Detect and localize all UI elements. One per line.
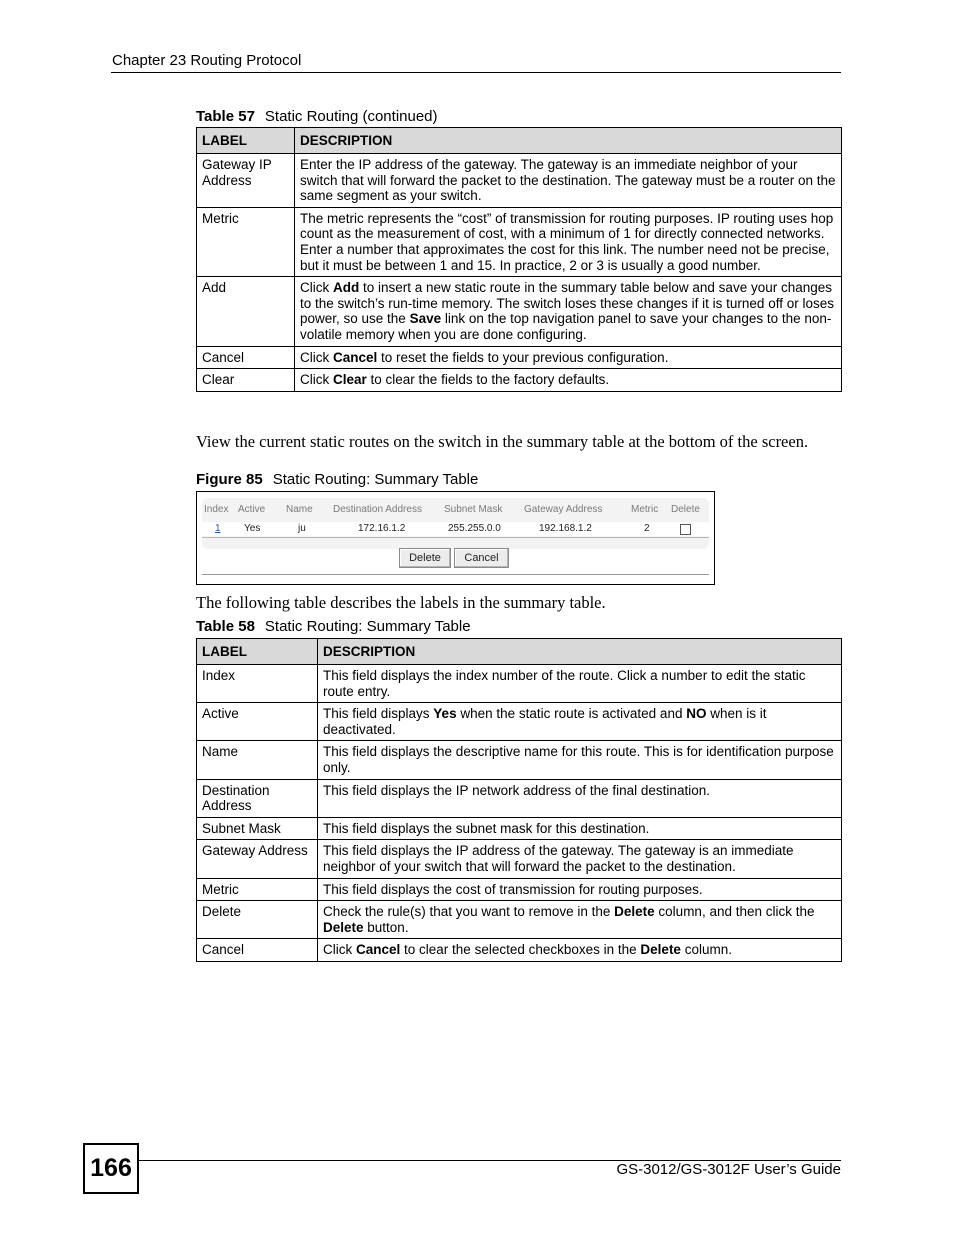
summary-table-row	[202, 522, 709, 536]
table-row	[197, 369, 842, 392]
route-delete-checkbox[interactable]	[680, 524, 691, 535]
row-label: Index	[197, 665, 318, 703]
row-label: Subnet Mask	[197, 817, 318, 840]
row-description	[295, 277, 842, 346]
row-label: Name	[197, 741, 318, 779]
table-row	[197, 779, 842, 817]
route-subnet: 255.255.0.0	[448, 523, 501, 534]
summary-table-separator	[202, 537, 709, 538]
description-bold-term: Add	[333, 280, 360, 296]
table58-col-label: LABEL	[197, 639, 318, 665]
table57-caption	[196, 108, 438, 125]
table57-col-description: DESCRIPTION	[295, 128, 842, 154]
table58	[196, 638, 842, 962]
description-text: column, and then click the	[654, 904, 815, 920]
row-description	[295, 207, 842, 276]
row-label: Cancel	[197, 346, 295, 369]
figure85-screenshot	[196, 491, 715, 585]
table-row	[197, 703, 842, 741]
table57	[196, 127, 842, 392]
col-gateway-header: Gateway Address	[524, 504, 603, 515]
description-text: to clear the fields to the factory defaults.	[366, 372, 610, 388]
figure-bottom-rule	[202, 574, 709, 575]
cancel-button[interactable]: Cancel	[454, 548, 509, 568]
summary-paragraph: The following table describes the labels in the summary table.	[196, 593, 606, 612]
col-index-header: Index	[204, 504, 229, 515]
row-label: Destination Address	[197, 779, 318, 817]
table-row	[197, 665, 842, 703]
row-description	[318, 665, 842, 703]
table-row	[197, 154, 842, 208]
table58-caption-title: Static Routing: Summary Table	[264, 618, 471, 635]
col-delete-header: Delete	[671, 504, 700, 515]
header-rule	[111, 72, 841, 73]
chapter-header: Chapter 23 Routing Protocol	[112, 52, 302, 69]
row-description	[318, 840, 842, 878]
table-row	[197, 901, 842, 939]
description-text: This field displays the index number of the route. Click a number to edit the static route entry.	[323, 668, 806, 699]
table57-caption-title: Static Routing (continued)	[264, 108, 438, 125]
description-bold-term: Delete	[323, 919, 364, 935]
summary-table-panel	[202, 498, 709, 549]
route-active: Yes	[244, 523, 261, 534]
row-description	[318, 741, 842, 779]
description-text: when the static route is activated and	[456, 706, 687, 722]
row-description	[318, 901, 842, 939]
route-metric: 2	[644, 523, 650, 534]
description-text: This field displays the IP network address of the final destination.	[323, 782, 710, 798]
description-text: This field displays the subnet mask for this destination.	[323, 820, 650, 836]
figure85-caption-label: Figure 85	[196, 471, 263, 488]
table-row	[197, 741, 842, 779]
description-text: Click	[300, 349, 333, 365]
row-label: Cancel	[197, 939, 318, 962]
col-active-header: Active	[238, 504, 266, 515]
table-row	[197, 346, 842, 369]
description-text: The metric represents the “cost” of transmission for routing purposes. IP routing uses hop count as the measurement of cost, with a minimum of 1 for directly connected networks. Enter a number that approximates the cost for this link. The number need not be precise, but it must be between 1 and 15. In practice, 2 or 3 is usually a good number.	[300, 210, 834, 273]
row-label: Add	[197, 277, 295, 346]
col-subnet-header: Subnet Mask	[444, 504, 503, 515]
row-description	[318, 703, 842, 741]
description-text: Click	[300, 372, 333, 388]
intro-paragraph: View the current static routes on the switch in the summary table at the bottom of the screen.	[196, 432, 809, 451]
description-text: to clear the selected checkboxes in the	[400, 942, 641, 958]
row-label: Delete	[197, 901, 318, 939]
description-text: This field displays the cost of transmission for routing purposes.	[323, 881, 703, 897]
row-label: Metric	[197, 878, 318, 901]
route-destination: 172.16.1.2	[358, 523, 406, 534]
row-description	[318, 817, 842, 840]
row-description	[295, 154, 842, 208]
description-text: column.	[680, 942, 732, 958]
figure85-caption-title: Static Routing: Summary Table	[272, 471, 479, 488]
description-text: to reset the fields to your previous configuration.	[377, 349, 669, 365]
figure85-caption	[196, 471, 478, 488]
description-text: Click	[323, 942, 356, 958]
row-description	[295, 369, 842, 392]
row-description	[318, 939, 842, 962]
table58-caption-label: Table 58	[196, 618, 255, 635]
description-text: Enter the IP address of the gateway. The gateway is an immediate neighbor of your switch that will forward the packet to the destination. The gateway must be a router on the same segment as your switch.	[300, 157, 836, 204]
delete-button[interactable]: Delete	[399, 548, 451, 568]
table58-col-description: DESCRIPTION	[318, 639, 842, 665]
table-row	[197, 277, 842, 346]
row-label: Metric	[197, 207, 295, 276]
table58-caption	[196, 618, 471, 635]
description-text: This field displays the descriptive name for this route. This is for identification purpose only.	[323, 744, 834, 775]
col-destination-header: Destination Address	[333, 504, 422, 515]
description-bold-term: Delete	[614, 904, 655, 920]
table57-body	[197, 154, 842, 392]
row-description	[318, 878, 842, 901]
route-name: ju	[298, 523, 306, 534]
summary-table-header-row	[202, 498, 709, 520]
row-label: Active	[197, 703, 318, 741]
description-text: button.	[363, 919, 409, 935]
table-row	[197, 817, 842, 840]
table58-header-row	[197, 639, 842, 665]
description-bold-term: Cancel	[356, 942, 401, 958]
table-row	[197, 939, 842, 962]
table-row	[197, 207, 842, 276]
description-bold-term: Delete	[640, 942, 681, 958]
route-index-link[interactable]: 1	[215, 523, 221, 534]
description-text: link on the top navigation panel to save your changes to the non-volatile memory when you are done configuring.	[300, 311, 832, 342]
table-row	[197, 840, 842, 878]
description-text: to insert a new static route in the summary table below and save your changes to the switch’s run-time memory. The switch loses these changes if it is turned off or loses power, so use the	[300, 280, 834, 327]
row-label: Gateway IP Address	[197, 154, 295, 208]
route-gateway: 192.168.1.2	[539, 523, 592, 534]
row-description	[295, 346, 842, 369]
col-name-header: Name	[286, 504, 313, 515]
row-description	[318, 779, 842, 817]
description-bold-term: Clear	[333, 372, 367, 388]
page-number: 166	[83, 1143, 139, 1194]
col-metric-header: Metric	[631, 504, 659, 515]
row-label: Clear	[197, 369, 295, 392]
table57-caption-label: Table 57	[196, 108, 255, 125]
table57-header-row	[197, 128, 842, 154]
guide-title: GS-3012/GS-3012F User’s Guide	[616, 1161, 841, 1178]
description-bold-term: Yes	[433, 706, 457, 722]
description-text: when is it deactivated.	[323, 706, 767, 737]
description-text: Click	[300, 280, 333, 296]
description-bold-term: Save	[409, 311, 442, 327]
table57-col-label: LABEL	[197, 128, 295, 154]
description-text: This field displays	[323, 706, 434, 722]
table-row	[197, 878, 842, 901]
description-bold-term: NO	[686, 706, 707, 722]
description-bold-term: Cancel	[333, 349, 378, 365]
table58-body	[197, 665, 842, 962]
description-text: This field displays the IP address of the gateway. The gateway is an immediate neighbor of your switch that will forward the packet to the destination.	[323, 843, 794, 874]
row-label: Gateway Address	[197, 840, 318, 878]
description-text: Check the rule(s) that you want to remove in the	[323, 904, 615, 920]
